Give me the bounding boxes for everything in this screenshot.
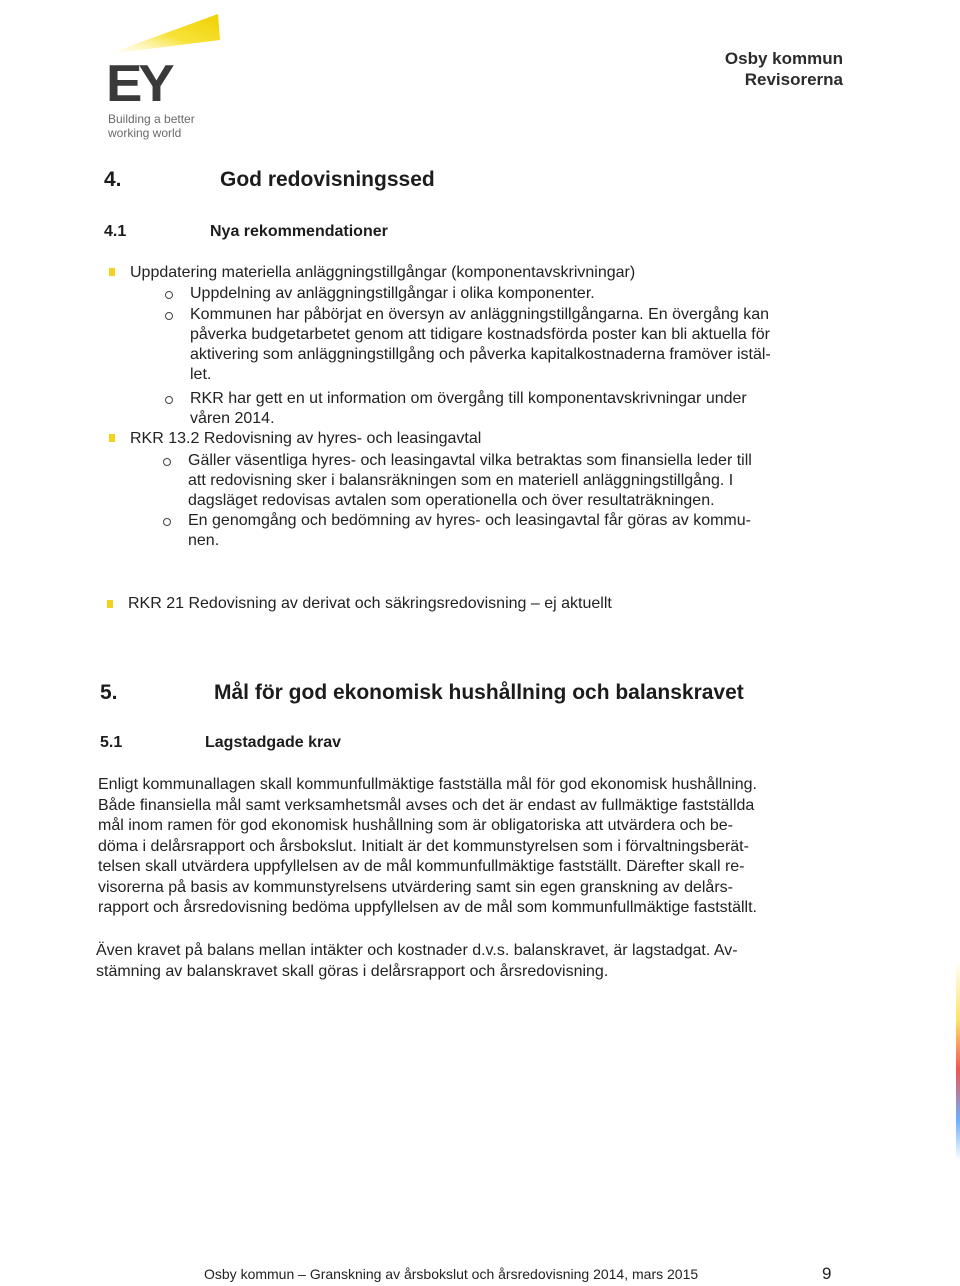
- subsection-title: Nya rekommendationer: [210, 223, 388, 240]
- ey-beam-logo: [108, 10, 220, 60]
- org-name: Osby kommun: [724, 49, 843, 68]
- scan-edge-mark: [956, 960, 960, 1160]
- subsection-title: Lagstadgade krav: [205, 734, 342, 751]
- page-footer: Osby kommun – Granskning av årsbokslut och årsredovisning 2014, mars 2015: [204, 1266, 699, 1282]
- sub-bullet-marker: [165, 291, 173, 299]
- sub-list-item: Uppdelning av anläggningstillgångar i olika komponenter.: [190, 285, 595, 302]
- ey-logo-text: EY: [106, 55, 171, 113]
- page-number: 9: [822, 1264, 832, 1283]
- bullet-marker: [109, 434, 115, 442]
- section-number: 5.: [100, 681, 118, 704]
- subsection-number: 5.1: [100, 734, 123, 751]
- list-item: RKR 13.2 Redovisning av hyres- och leasingavtal: [130, 430, 482, 447]
- section-title: God redovisningssed: [220, 168, 435, 191]
- sub-list-item: Kommunen har påbörjat en översyn av anläggningstillgångarna. En övergång kan påverka budgetarbetet genom att tidigare kostnadsförda poster kan bli aktuella för aktivering som anläggningstillgång och påverka kapitalkostnaderna framöver istäl- let.: [190, 306, 771, 383]
- body-paragraph: Enligt kommunallagen skall kommunfullmäktige fastställa mål för god ekonomisk hushållning. Både finansiella mål samt verksamhetsmål avses och det är endast av fullmäktige fastställda mål inom ramen för god ekonomisk hushållning som är obligatoriska att utvärdera och be- döma i delårsrapport och årsbokslut. Initialt är det kommunstyrelsen som i förvaltningsberät- telsen skall utvärdera uppfyllelsen av de mål kommunfullmäktige fastställt. Därefter skall re- visorerna på basis av kommunstyrelsens utvärdering samt sin egen granskning av delårs- rapport och årsredovisning bedöma uppfyllelsen av de mål som kommunfullmäktige fastställt.: [98, 776, 757, 916]
- sub-bullet-marker: [165, 312, 173, 320]
- section-number: 4.: [104, 168, 122, 191]
- list-item: Uppdatering materiella anläggningstillgångar (komponentavskrivningar): [130, 264, 636, 281]
- org-department: Revisorerna: [744, 70, 843, 89]
- bullet-marker: [109, 268, 115, 276]
- section-title: Mål för god ekonomisk hushållning och balanskravet: [214, 681, 744, 704]
- organization-header: [725, 48, 843, 90]
- body-paragraph: Även kravet på balans mellan intäkter och kostnader d.v.s. balanskravet, är lagstadgat. Av- stämning av balanskravet skall göras i delårsrapport och årsredovisning.: [96, 942, 738, 980]
- list-item: RKR 21 Redovisning av derivat och säkringsredovisning – ej aktuellt: [128, 595, 612, 612]
- sub-list-item: Gäller väsentliga hyres- och leasingavtal vilka betraktas som finansiella leder till att redovisning sker i balansräkningen som en materiell anläggningstillgång. I dagsläget redovisas avtalen som operationella och över resultaträkningen.: [188, 452, 752, 509]
- sub-list-item: RKR har gett en ut information om övergång till komponentavskrivningar under våren 2014.: [190, 390, 747, 427]
- bullet-marker: [107, 600, 113, 608]
- sub-bullet-marker: [163, 458, 171, 466]
- sub-bullet-marker: [165, 396, 173, 404]
- sub-bullet-marker: [163, 518, 171, 526]
- logo-tagline: Building a better working world: [108, 112, 195, 140]
- sub-list-item: En genomgång och bedömning av hyres- och leasingavtal får göras av kommu- nen.: [188, 512, 751, 549]
- subsection-number: 4.1: [104, 223, 127, 240]
